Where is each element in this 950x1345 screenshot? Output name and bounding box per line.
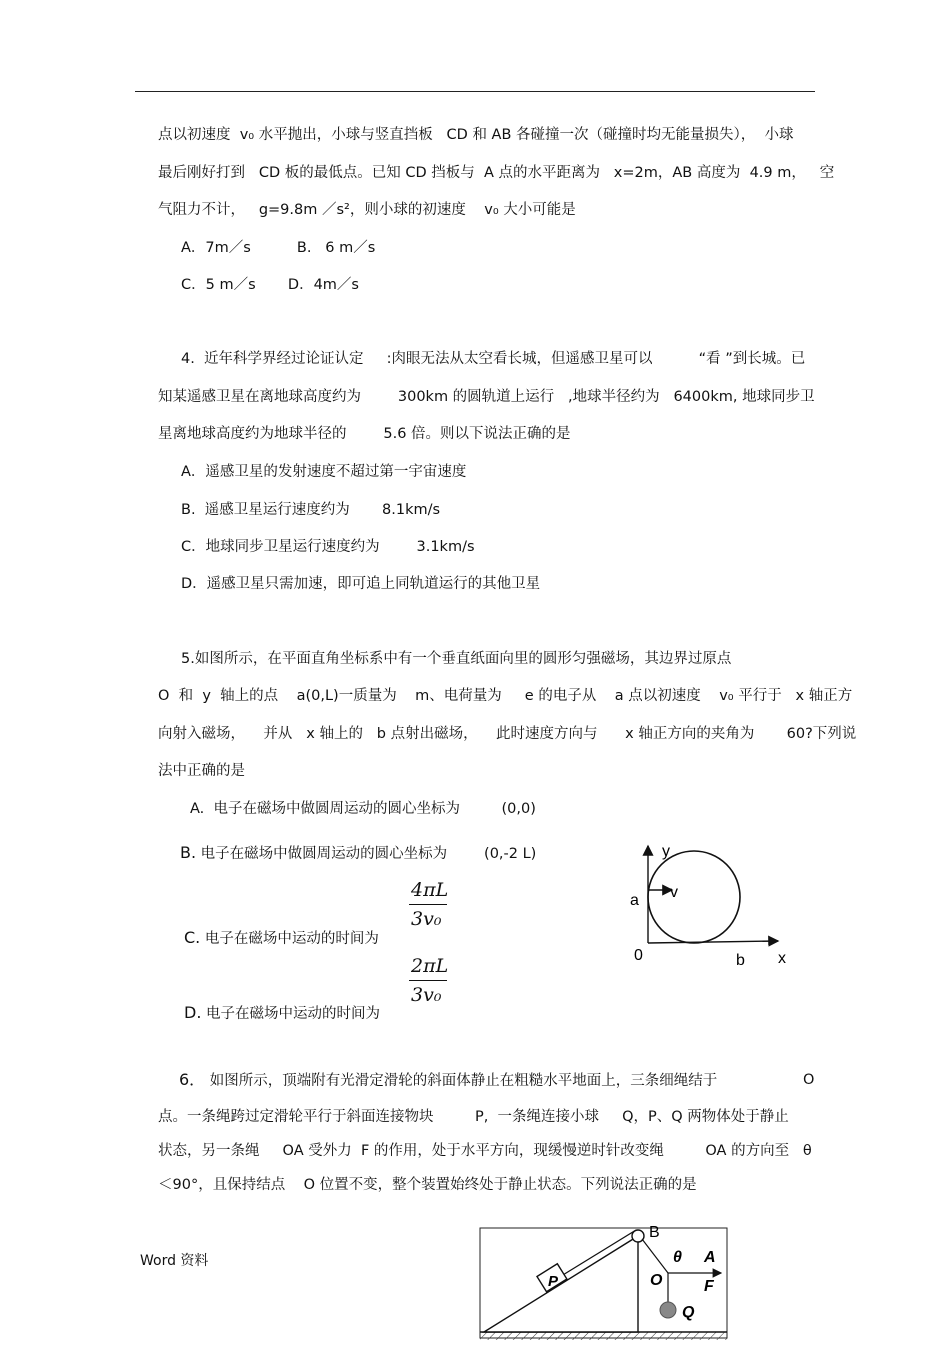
q3-line-1: 点以初速度 v₀ 水平抛出，小球与竖直挡板 CD 和 AB 各碰撞一次（碰撞时均无能量损失）， 小球 <box>158 127 794 143</box>
pulley-label-b: B <box>649 1224 660 1241</box>
q6-line-1-text: 如图所示，顶端附有光滑定滑轮的斜面体静止在粗糙水平地面上，三条细绳结于 <box>205 1073 718 1089</box>
q5-option-d <box>184 1003 380 1024</box>
fraction-bar <box>409 980 447 981</box>
velocity-label: v <box>670 884 678 901</box>
q5-fraction-d-numerator: 2πL <box>411 955 449 977</box>
q5-option-d-text: 电子在磁场中运动的时间为 <box>201 1006 381 1022</box>
q6-line-2: 点。一条绳跨过定滑轮平行于斜面连接物块 P, 一条绳连接小球 Q，P、Q 两物体处于静止 <box>158 1109 789 1125</box>
fraction-bar <box>409 904 447 905</box>
ball-q <box>660 1302 676 1318</box>
theta-label: θ <box>673 1249 682 1266</box>
q5-fraction-c-numerator: 4πL <box>411 879 449 901</box>
point-b-label: b <box>736 952 745 969</box>
point-a-label: a <box>630 892 639 909</box>
q6-line-3: 状态，另一条绳 OA 受外力 F 的作用，处于水平方向，现缓慢逆时针改变绳 OA 的方向至 θ <box>158 1143 812 1159</box>
x-axis <box>648 941 778 943</box>
q6-line-4: ＜90°，且保持结点 O 位置不变，整个装置始终处于静止状态。下列说法正确的是 <box>158 1177 697 1193</box>
rope-to-knot <box>642 1239 668 1273</box>
q3-options-ab: A．7m／s B. 6 m／s <box>181 240 376 256</box>
q5-option-b-text: 电子在磁场中做圆周运动的圆心坐标为 (0,-2 L) <box>196 846 537 862</box>
block-p-label: P <box>548 1273 559 1290</box>
q3-line-2: 最后刚好打到 CD 板的最低点。已知 CD 挡板与 A 点的水平距离为 x=2m，AB 高度为 4.9 m， 空 <box>158 165 835 181</box>
ball-q-label: Q <box>682 1304 695 1321</box>
q5-fraction-c <box>409 878 449 931</box>
point-a-label: A <box>704 1249 716 1266</box>
q4-option-d: D．遥感卫星只需加速，即可追上同轨道运行的其他卫星 <box>181 576 541 592</box>
q5-option-b <box>180 843 536 864</box>
y-axis-label: y <box>662 843 670 860</box>
q5-option-c-letter: C. <box>184 928 201 947</box>
q5-option-c-text: 电子在磁场中运动的时间为 <box>200 931 379 947</box>
q4-option-b: B. 遥感卫星运行速度约为 8.1km/s <box>181 502 441 518</box>
q5-option-a: A. 电子在磁场中做圆周运动的圆心坐标为 (0,0) <box>190 801 536 817</box>
q6-line-1 <box>179 1070 717 1091</box>
knot-o-label: O <box>650 1272 663 1289</box>
q5-line-2: O 和 y 轴上的点 a(0,L)一质量为 m、电荷量为 e 的电子从 a 点以初速度 v₀ 平行于 x 轴正方 <box>158 688 853 704</box>
q5-fraction-c-denominator: 3v₀ <box>411 908 442 930</box>
q5-line-4: 法中正确的是 <box>158 763 245 779</box>
q6-incline-figure <box>478 1222 733 1345</box>
q5-magnetic-field-figure <box>620 838 810 973</box>
q5-line-1: 5.如图所示，在平面直角坐标系中有一个垂直纸面向里的圆形匀强磁场，其边界过原点 <box>181 651 732 667</box>
header-rule <box>135 91 815 92</box>
incline-body <box>484 1236 638 1332</box>
q5-option-d-letter: D. <box>184 1003 202 1022</box>
q6-line-1-end: O <box>803 1072 815 1088</box>
q3-options-cd: C．5 m／s D．4m／s <box>181 277 359 293</box>
q4-option-a: A．遥感卫星的发射速度不超过第一宇宙速度 <box>181 464 467 480</box>
magnetic-field-boundary-circle <box>648 851 740 943</box>
q6-number: 6． <box>179 1070 206 1089</box>
q5-line-3: 向射入磁场， 并从 x 轴上的 b 点射出磁场， 此时速度方向与 x 轴正方向的夹角为 60?下列说 <box>158 726 857 742</box>
q5-option-c <box>184 928 379 949</box>
x-axis-label: x <box>778 950 786 967</box>
q5-fraction-d-denominator: 3v₀ <box>411 984 442 1006</box>
q4-line-2: 知某遥感卫星在离地球高度约为 300km 的圆轨道上运行 ,地球半径约为 6400km, 地球同步卫 <box>158 389 815 405</box>
q4-option-c: C．地球同步卫星运行速度约为 3.1km/s <box>181 539 475 555</box>
q3-line-3: 气阻力不计， g=9.8m ／s²，则小球的初速度 v₀ 大小可能是 <box>158 202 576 218</box>
q5-fraction-d <box>409 954 449 1007</box>
footer-label: Word 资料 <box>140 1253 209 1269</box>
q4-line-1: 4. 近年科学界经过论证认定 :肉眼无法从太空看长城，但遥感卫星可以 “看 ”到长城。已 <box>181 351 806 367</box>
force-f-label: F <box>704 1278 714 1295</box>
origin-label: 0 <box>634 947 643 964</box>
ground-hatching <box>480 1332 727 1340</box>
q4-line-3: 星离地球高度约为地球半径的 5.6 倍。则以下说法正确的是 <box>158 426 571 442</box>
q5-option-b-letter: B. <box>180 843 197 862</box>
